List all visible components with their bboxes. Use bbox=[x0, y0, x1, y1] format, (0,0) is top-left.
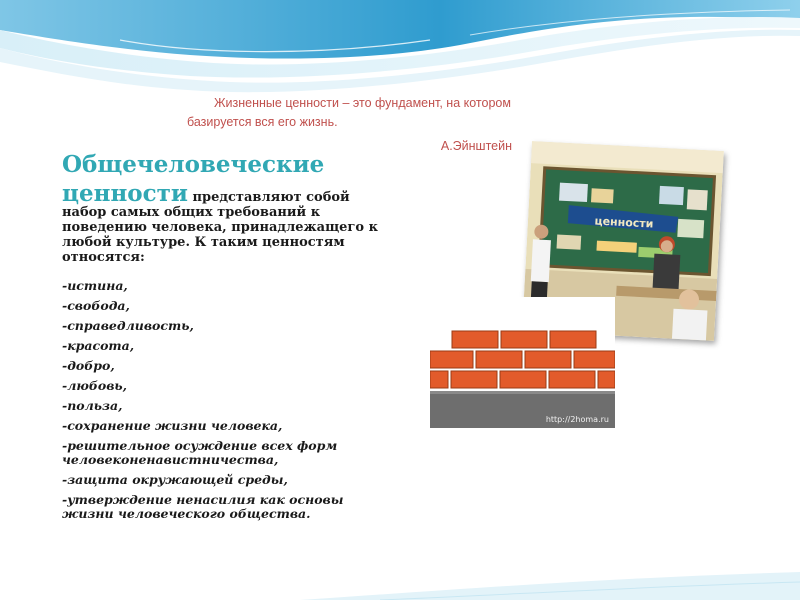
bottom-wave-decoration bbox=[0, 560, 800, 600]
section-heading: Общечеловеческие bbox=[62, 151, 325, 178]
quote-line-1: Жизненные ценности – это фундамент, на котором bbox=[214, 96, 511, 110]
values-list bbox=[62, 279, 382, 527]
epigraph-quote bbox=[180, 94, 580, 156]
value-item: -решительное осуждение всех форм человеконенавистничества, bbox=[62, 438, 338, 467]
value-item: -утверждение ненасилия как основы жизни человеческого общества. bbox=[62, 492, 344, 521]
value-item: -красота, bbox=[62, 338, 135, 353]
intro-paragraph bbox=[62, 180, 382, 265]
photo-banner-text: ценности bbox=[594, 214, 654, 231]
value-item: -свобода, bbox=[62, 298, 130, 313]
brick-wall-image bbox=[430, 297, 615, 428]
value-item: -справедливость, bbox=[62, 318, 194, 333]
value-item: -сохранение жизни человека, bbox=[62, 418, 283, 433]
quote-line-2: базируется вся его жизнь. bbox=[187, 115, 338, 129]
value-item: -истина, bbox=[62, 278, 128, 293]
image-credit-text: http://2homa.ru bbox=[545, 415, 609, 424]
brick-wall-icon bbox=[430, 297, 615, 428]
value-item: -добро, bbox=[62, 358, 115, 373]
intro-lead-word: ценности bbox=[62, 180, 188, 207]
value-item: -защита окружающей среды, bbox=[62, 472, 288, 487]
value-item: -польза, bbox=[62, 398, 123, 413]
value-item: -любовь, bbox=[62, 378, 128, 393]
intro-text: представляют собой набор самых общих требований к поведению человека, принадлежащего к любой культуре. К таким ценностям относятся: bbox=[62, 190, 378, 265]
quote-author: А.Эйнштейн bbox=[440, 139, 512, 153]
